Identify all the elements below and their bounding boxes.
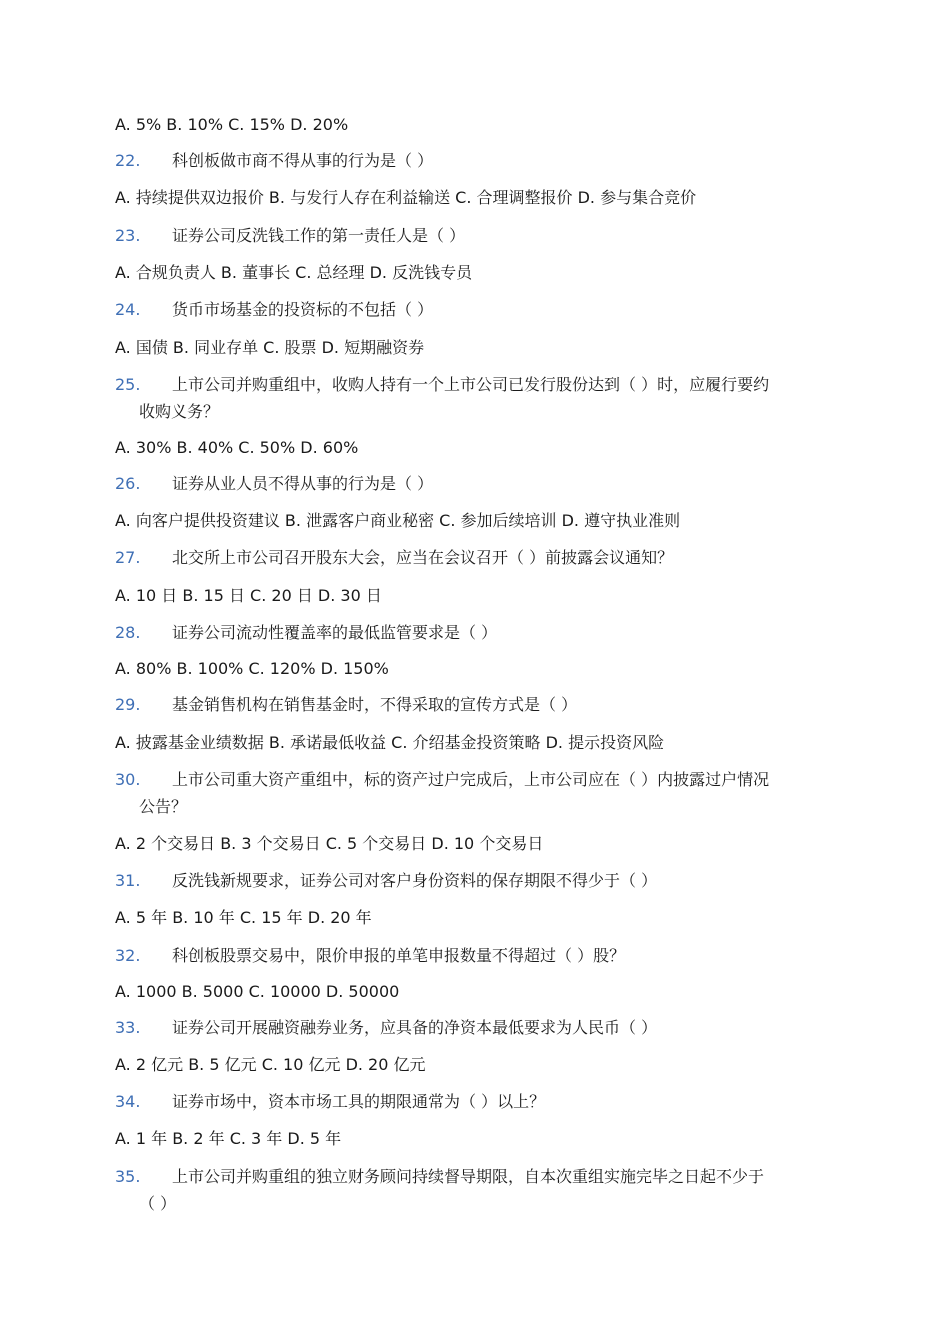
options-31: A. 5 年 B. 10 年 C. 15 年 D. 20 年 <box>115 908 372 927</box>
options-22: A. 持续提供双边报价 B. 与发行人存在利益输送 C. 合理调整报价 D. 参与集合竞价 <box>115 188 697 207</box>
options-26: A. 向客户提供投资建议 B. 泄露客户商业秘密 C. 参加后续培训 D. 遵守执业准则 <box>115 511 681 530</box>
options-30: A. 2 个交易日 B. 3 个交易日 C. 5 个交易日 D. 10 个交易日 <box>115 834 544 853</box>
question-text-29: 基金销售机构在销售基金时，不得采取的宣传方式是（ ） <box>172 695 578 714</box>
question-text-30-cont: 公告？ <box>139 797 188 816</box>
question-number-24: 24. <box>115 300 141 319</box>
question-text-28: 证券公司流动性覆盖率的最低监管要求是（ ） <box>172 623 498 642</box>
question-text-34: 证券市场中，资本市场工具的期限通常为（ ）以上？ <box>172 1092 546 1111</box>
question-number-25: 25. <box>115 375 141 394</box>
question-number-32: 32. <box>115 946 141 965</box>
question-number-28: 28. <box>115 623 141 642</box>
question-text-31: 反洗钱新规要求，证券公司对客户身份资料的保存期限不得少于（ ） <box>172 871 658 890</box>
question-text-26: 证券从业人员不得从事的行为是（ ） <box>172 474 434 493</box>
question-number-30: 30. <box>115 770 141 789</box>
question-number-31: 31. <box>115 871 141 890</box>
options-32: A. 1000 B. 5000 C. 10000 D. 50000 <box>115 982 400 1001</box>
options-28: A. 80% B. 100% C. 120% D. 150% <box>115 659 389 678</box>
question-text-22: 科创板做市商不得从事的行为是（ ） <box>172 151 434 170</box>
question-number-29: 29. <box>115 695 141 714</box>
options-33: A. 2 亿元 B. 5 亿元 C. 10 亿元 D. 20 亿元 <box>115 1055 426 1074</box>
question-number-33: 33. <box>115 1018 141 1037</box>
question-number-23: 23. <box>115 226 141 245</box>
options-25: A. 30% B. 40% C. 50% D. 60% <box>115 438 359 457</box>
question-text-32: 科创板股票交易中，限价申报的单笔申报数量不得超过（ ）股？ <box>172 946 626 965</box>
options-34: A. 1 年 B. 2 年 C. 3 年 D. 5 年 <box>115 1129 342 1148</box>
question-text-25-cont: 收购义务？ <box>139 402 220 421</box>
options-23: A. 合规负责人 B. 董事长 C. 总经理 D. 反洗钱专员 <box>115 263 473 282</box>
question-text-30: 上市公司重大资产重组中，标的资产过户完成后，上市公司应在（ ）内披露过户情况 <box>172 770 770 789</box>
question-text-35-cont: （ ） <box>139 1194 177 1213</box>
question-number-35: 35. <box>115 1167 141 1186</box>
options-27: A. 10 日 B. 15 日 C. 20 日 D. 30 日 <box>115 586 382 605</box>
question-number-26: 26. <box>115 474 141 493</box>
question-text-33: 证券公司开展融资融券业务，应具备的净资本最低要求为人民币（ ） <box>172 1018 658 1037</box>
question-text-35: 上市公司并购重组的独立财务顾问持续督导期限，自本次重组实施完毕之日起不少于 <box>172 1167 765 1186</box>
options-29: A. 披露基金业绩数据 B. 承诺最低收益 C. 介绍基金投资策略 D. 提示投资风险 <box>115 733 665 752</box>
question-text-27: 北交所上市公司召开股东大会，应当在会议召开（ ）前披露会议通知？ <box>172 548 674 567</box>
question-text-24: 货币市场基金的投资标的不包括（ ） <box>172 300 434 319</box>
question-number-27: 27. <box>115 548 141 567</box>
question-text-25: 上市公司并购重组中，收购人持有一个上市公司已发行股份达到（ ）时，应履行要约 <box>172 375 770 394</box>
question-text-23: 证券公司反洗钱工作的第一责任人是（ ） <box>172 226 466 245</box>
question-number-22: 22. <box>115 151 141 170</box>
question-number-34: 34. <box>115 1092 141 1111</box>
options-21: A. 5% B. 10% C. 15% D. 20% <box>115 115 349 134</box>
options-24: A. 国债 B. 同业存单 C. 股票 D. 短期融资券 <box>115 338 425 357</box>
